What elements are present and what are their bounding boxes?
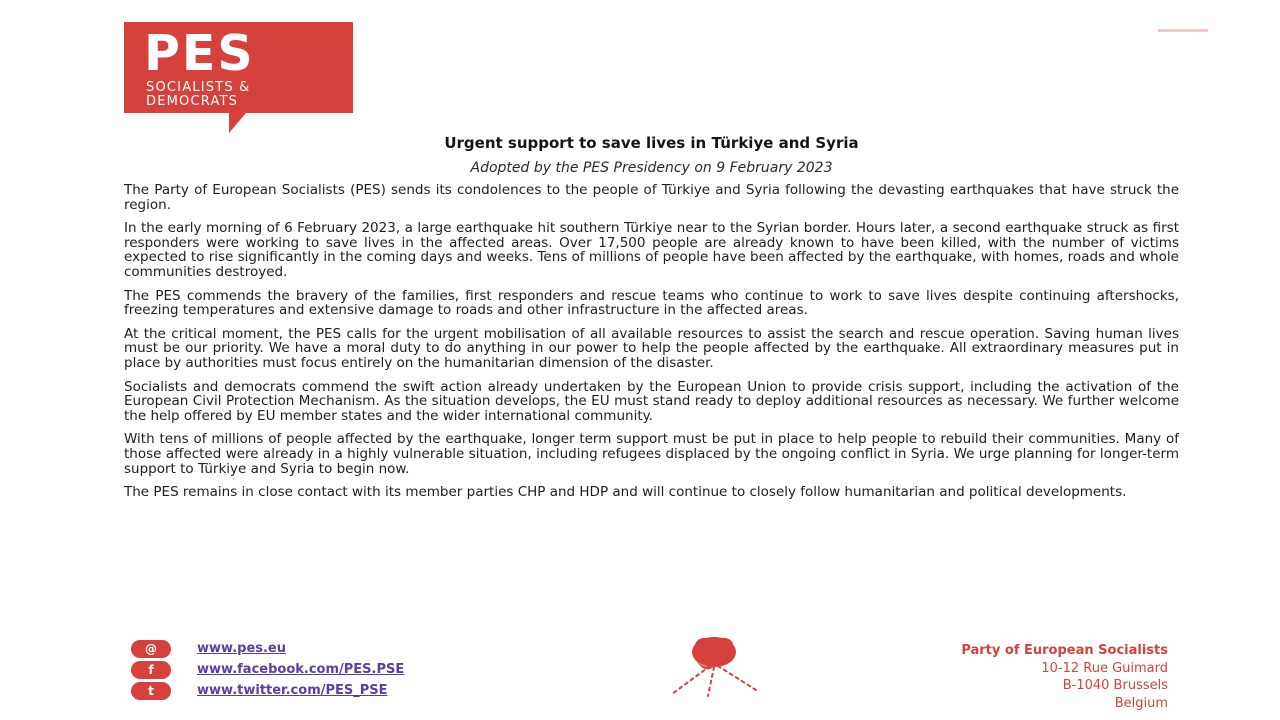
website-link[interactable]: www.pes.eu bbox=[197, 641, 287, 656]
paragraph: Socialists and democrats commend the swift action already undertaken by the European Union to provide crisis support, including the activation of the European Civil Protection Mechanism. As the situation develops, the EU must stand ready to deploy additional resources as necessary. We further welcome the help offered by EU member states and the wider international community. bbox=[124, 378, 1179, 424]
logo-sub-text: SOCIALISTS & DEMOCRATS bbox=[146, 80, 251, 109]
paragraph: With tens of millions of people affected by the earthquake, longer term support must be put in place to help people to rebuild their communities. Many of those affected were already in a highly vulnerable situation, including refugees displaced by the ongoing conflict in Syria. We urge planning for longer-term support to Türkiye and Syria to begin now. bbox=[124, 431, 1179, 477]
contact-row bbox=[131, 659, 551, 680]
paragraph: The Party of European Socialists (PES) sends its condolences to the people of Türkiye and Syria following the devasting earthquakes that have struck the region. bbox=[124, 182, 1179, 213]
document-title: Urgent support to save lives in Türkiye and Syria bbox=[444, 134, 859, 152]
address-city: B-1040 Brussels bbox=[1062, 678, 1168, 693]
logo-main-text: PES bbox=[144, 25, 255, 82]
address-street: 10-12 Rue Guimard bbox=[1041, 660, 1168, 676]
paragraph: In the early morning of 6 February 2023, a large earthquake hit southern Türkiye near to the Syrian border. Hours later, a second earthquake struck as first responders were working to save lives in the affected areas. Over 17,500 people are already known to have been killed, with the number of victims expected to rise significantly in the coming days and weeks. Tens of millions of people have been affected by the earthquake, with homes, roads and whole communities destroyed. bbox=[124, 220, 1179, 280]
address-country: Belgium bbox=[1114, 695, 1168, 711]
web-icon: @ bbox=[131, 640, 171, 658]
paragraph: The PES commends the bravery of the families, first responders and rescue teams who continue to work to save lives despite continuing aftershocks, freezing temperatures and extensive damage to roads and other infrastructure in the affected areas. bbox=[124, 287, 1179, 319]
contact-row bbox=[131, 638, 551, 659]
contact-links bbox=[131, 638, 551, 701]
paragraph: The PES remains in close contact with its member parties CHP and HDP and will continue to closely follow humanitarian and political developments. bbox=[124, 484, 1127, 501]
paragraph: At the critical moment, the PES calls for the urgent mobilisation of all available resources to assist the search and rescue operation. Saving human lives must be our priority. We have a moral duty to do anything in our power to help the people affected by the earthquake. All extraordinary measures put in place by authorities must focus entirely on the humanitarian dimension of the disaster. bbox=[124, 325, 1179, 371]
corner-mark bbox=[1158, 29, 1208, 32]
logo-tail bbox=[229, 113, 246, 133]
facebook-icon: f bbox=[131, 661, 171, 679]
address-block bbox=[850, 642, 1168, 712]
contact-row bbox=[131, 680, 551, 701]
twitter-link[interactable]: www.twitter.com/PES_PSE bbox=[197, 683, 388, 698]
facebook-link[interactable]: www.facebook.com/PES.PSE bbox=[197, 662, 405, 677]
document-body bbox=[124, 183, 1179, 509]
rose-icon bbox=[652, 634, 772, 698]
twitter-icon: t bbox=[131, 682, 171, 700]
pes-logo bbox=[124, 22, 353, 133]
document-subtitle: Adopted by the PES Presidency on 9 February 2023 bbox=[470, 160, 833, 176]
organization-name: Party of European Socialists bbox=[961, 643, 1168, 658]
